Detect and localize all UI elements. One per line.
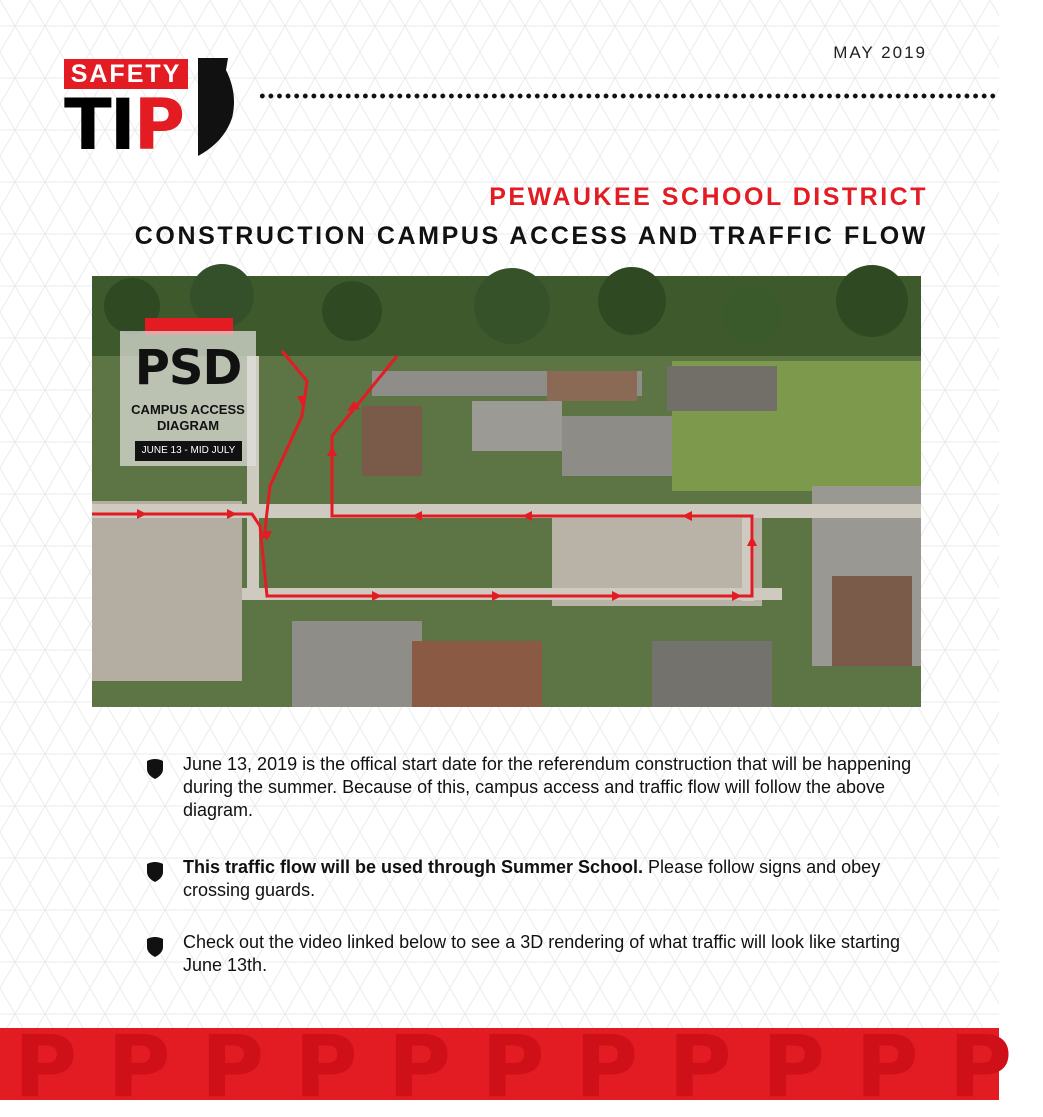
footer-banner [0,1017,1013,1117]
footer-p-pattern [14,1017,1043,1117]
shield-bullet-icon [146,757,164,779]
shield-bullet-icon [146,860,164,882]
campus-access-diagram [92,276,921,707]
logo-tip-ti: TI [64,84,134,166]
footer-p-letter: P [294,1017,358,1117]
page-title: CONSTRUCTION CAMPUS ACCESS AND TRAFFIC FLOW [134,222,928,250]
footer-p-letter: P [388,1017,452,1117]
logo-safety-text: SAFETY [64,59,188,89]
district-name: PEWAUKEE SCHOOL DISTRICT [489,183,928,211]
footer-p-letter: P [668,1017,732,1117]
footer-p-letter: P [575,1017,639,1117]
bullet-text [183,931,913,977]
footer-p-letter: P [107,1017,171,1117]
bullet-body: Check out the video linked below to see a 3D rendering of what traffic will look like starting June 13th. [183,932,901,975]
psd-dates-badge: JUNE 13 - MID JULY [135,441,242,461]
dotted-divider [258,93,999,99]
logo-tip-text [64,84,184,166]
shield-icon [194,56,238,158]
bullet-body: Please follow signs and obey crossing guards. [183,857,881,900]
psd-subtitle [120,402,256,434]
footer-p-letter: P [481,1017,545,1117]
psd-subtitle-line2: DIAGRAM [156,418,220,433]
bullet-text [183,753,913,822]
issue-date: MAY 2019 [833,43,927,62]
psd-title: PSD [134,340,242,396]
footer-p-letter: P [855,1017,919,1117]
footer-p-letter: P [949,1017,1013,1117]
footer-p-letter: P [762,1017,826,1117]
shield-bullet-icon [146,935,164,957]
footer-p-letter: P [201,1017,265,1117]
bullet-bold: This traffic flow will be used through Summer School. [183,857,644,877]
bullet-text [183,856,913,902]
footer-p-letter: P [14,1017,78,1117]
bullet-body: June 13, 2019 is the offical start date for the referendum construction that will be happening during the summer. Because of this, campus access and traffic flow will follow the above diagram. [183,754,912,820]
psd-label-box [120,331,256,466]
psd-subtitle-line1: CAMPUS ACCESS [131,402,245,417]
logo-tip-p: P [133,84,184,166]
safety-tip-logo [64,56,244,166]
